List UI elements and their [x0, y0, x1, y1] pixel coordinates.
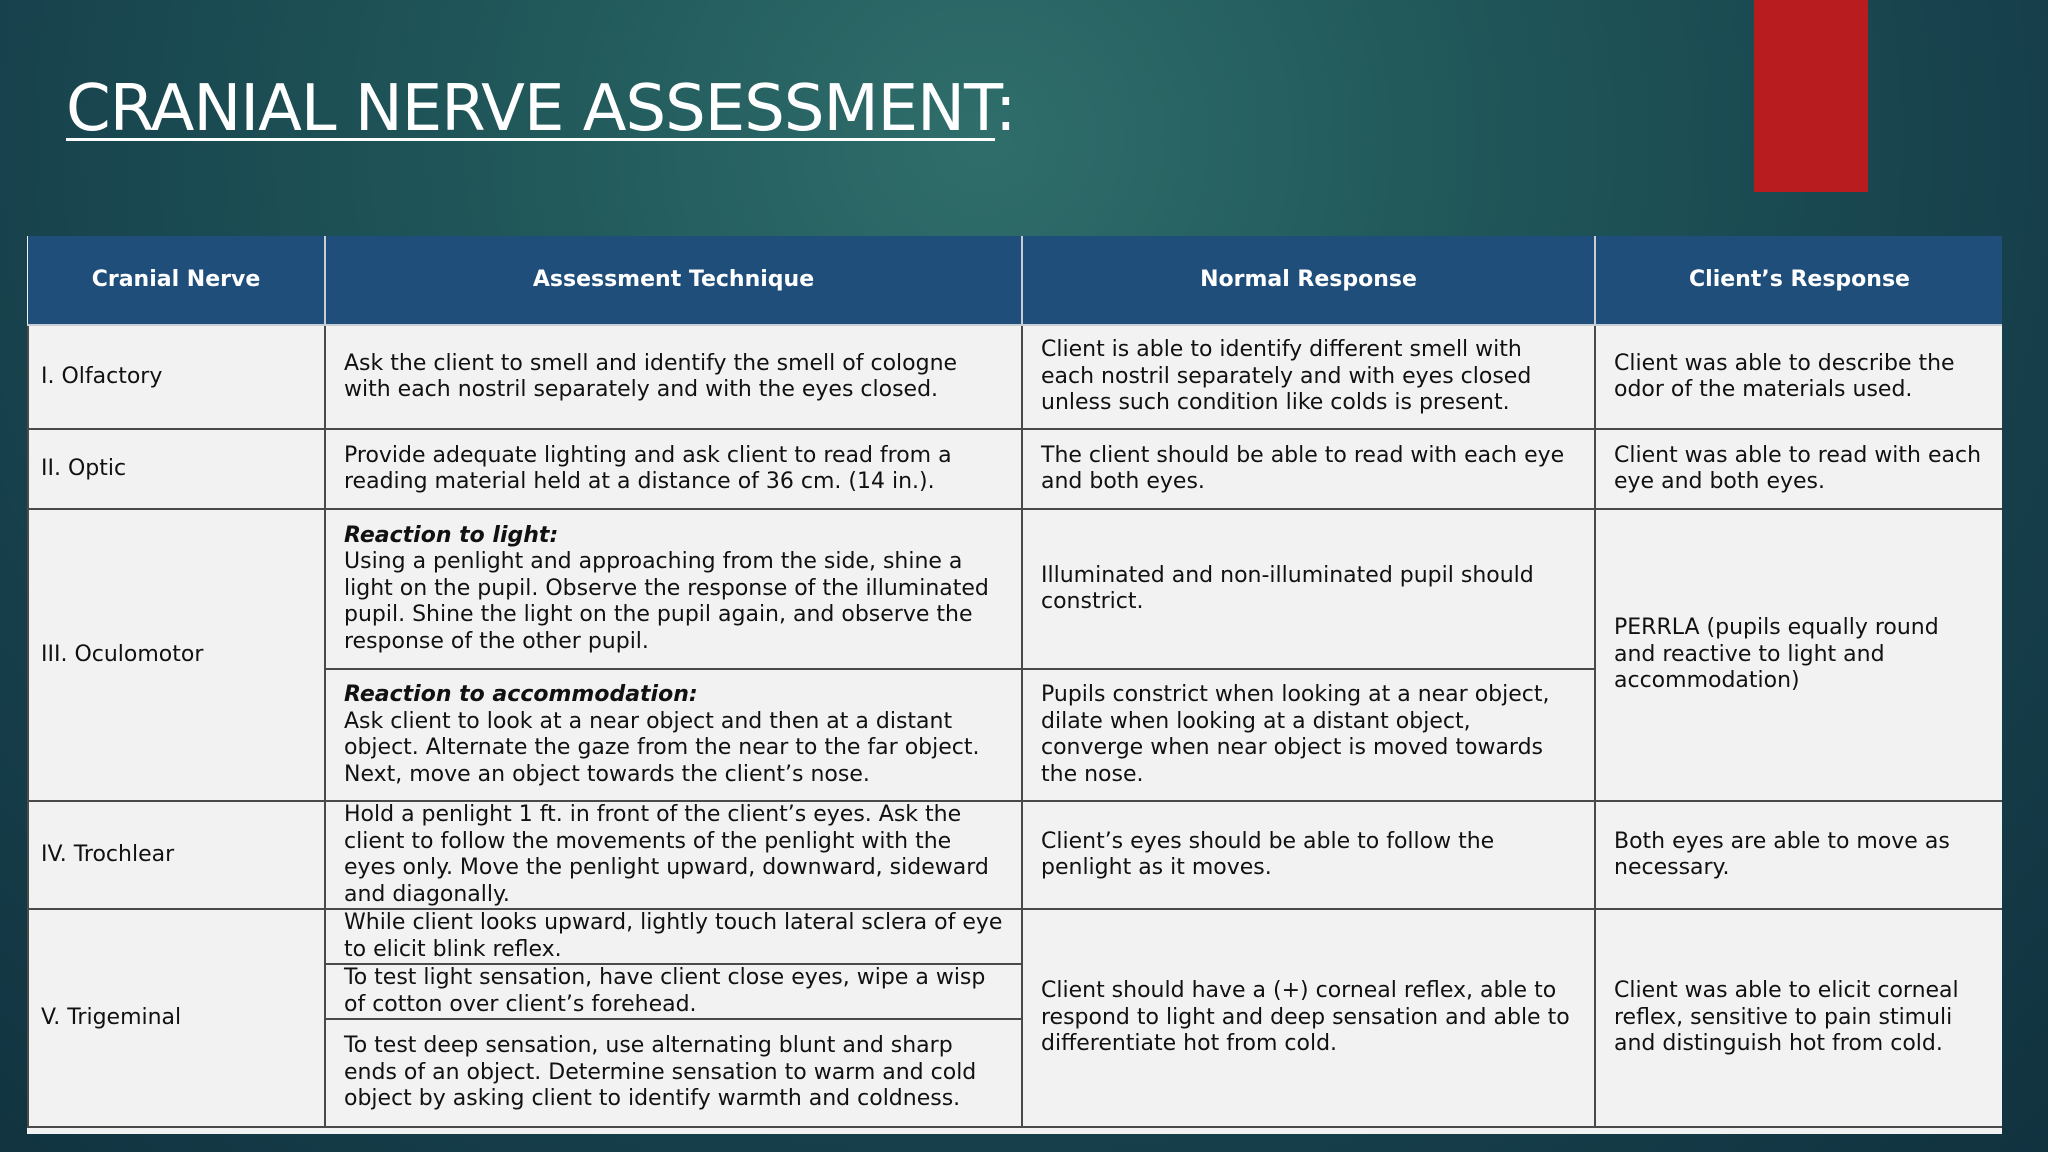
technique-trochlear: Hold a penlight 1 ft. in front of the client’s eyes. Ask the client to follow the movements of the penlight with the eyes only. Move the penlight upward, downward, sideward and diagonally. — [325, 801, 1022, 909]
technique-oculomotor-accommodation — [325, 669, 1022, 801]
technique-oculomotor-light-text: Using a penlight and approaching from the side, shine a light on the pupil. Observe the response of the illuminated pupil. Shine the light on the pupil again, and observe the response of the other pupil. — [344, 549, 989, 654]
technique-optic: Provide adequate lighting and ask client to read from a reading material held at a distance of 36 cm. (14 in.). — [325, 429, 1022, 509]
table-header-row — [28, 236, 2002, 325]
nerve-name-optic: II. Optic — [28, 429, 325, 509]
technique-trigeminal-deep: To test deep sensation, use alternating blunt and sharp ends of an object. Determine sensation to warm and cold object by asking client to identify warmth and coldness. — [325, 1019, 1022, 1127]
header-clients-response: Client’s Response — [1595, 236, 2002, 325]
technique-oculomotor-light — [325, 509, 1022, 669]
client-response-trigeminal: Client was able to elicit corneal reflex, sensitive to pain stimuli and distinguish hot from cold. — [1595, 909, 2002, 1127]
header-cranial-nerve: Cranial Nerve — [28, 236, 325, 325]
normal-response-oculomotor-light: Illuminated and non-illuminated pupil should constrict. — [1022, 509, 1595, 669]
client-response-olfactory: Client was able to describe the odor of the materials used. — [1595, 325, 2002, 429]
nerve-name-trochlear: IV. Trochlear — [28, 801, 325, 909]
table-row-trochlear — [28, 801, 2002, 909]
slide-title — [66, 72, 1016, 146]
normal-response-olfactory: Client is able to identify different smell with each nostril separately and with eyes closed unless such condition like colds is present. — [1022, 325, 1595, 429]
header-normal-response: Normal Response — [1022, 236, 1595, 325]
normal-response-oculomotor-accommodation: Pupils constrict when looking at a near object, dilate when looking at a distant object, converge when near object is moved towards the nose. — [1022, 669, 1595, 801]
subheading-reaction-to-accommodation: Reaction to accommodation: — [344, 682, 698, 707]
table-row-olfactory — [28, 325, 2002, 429]
slide-title-text: CRANIAL NERVE ASSESSMENT — [66, 72, 996, 146]
normal-response-trigeminal: Client should have a (+) corneal reflex, able to respond to light and deep sensation and able to differentiate hot from cold. — [1022, 909, 1595, 1127]
cranial-nerve-table-container — [27, 236, 2002, 1134]
nerve-name-olfactory: I. Olfactory — [28, 325, 325, 429]
slide-title-colon: : — [995, 72, 1016, 146]
normal-response-optic: The client should be able to read with each eye and both eyes. — [1022, 429, 1595, 509]
table-row-optic — [28, 429, 2002, 509]
normal-response-trochlear: Client’s eyes should be able to follow the penlight as it moves. — [1022, 801, 1595, 909]
nerve-name-trigeminal: V. Trigeminal — [28, 909, 325, 1127]
cranial-nerve-table — [27, 236, 2002, 1128]
header-assessment-technique: Assessment Technique — [325, 236, 1022, 325]
nerve-name-oculomotor: III. Oculomotor — [28, 509, 325, 801]
technique-trigeminal-light: To test light sensation, have client close eyes, wipe a wisp of cotton over client’s forehead. — [325, 964, 1022, 1019]
technique-trigeminal-blink: While client looks upward, lightly touch lateral sclera of eye to elicit blink reflex. — [325, 909, 1022, 964]
client-response-trochlear: Both eyes are able to move as necessary. — [1595, 801, 2002, 909]
client-response-optic: Client was able to read with each eye and both eyes. — [1595, 429, 2002, 509]
client-response-oculomotor: PERRLA (pupils equally round and reactive to light and accommodation) — [1595, 509, 2002, 801]
technique-olfactory: Ask the client to smell and identify the smell of cologne with each nostril separately and with the eyes closed. — [325, 325, 1022, 429]
table-row-oculomotor-light — [28, 509, 2002, 669]
accent-bar — [1754, 0, 1868, 192]
technique-oculomotor-accommodation-text: Ask client to look at a near object and then at a distant object. Alternate the gaze from the near to the far object. Next, move an object towards the client’s nose. — [344, 708, 980, 787]
table-row-trigeminal-blink — [28, 909, 2002, 964]
subheading-reaction-to-light: Reaction to light: — [344, 522, 559, 548]
